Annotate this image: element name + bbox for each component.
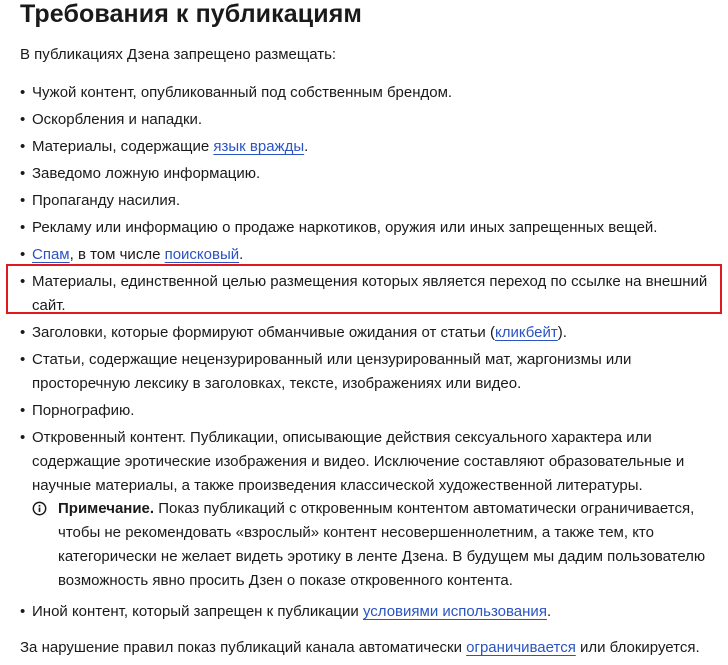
bullet: •	[20, 429, 26, 446]
bullet: •	[20, 324, 26, 341]
footer-text-end: или блокируется.	[575, 639, 700, 656]
prohibited-content-list	[0, 81, 728, 501]
bullet: •	[20, 165, 26, 182]
list-item-text: .	[304, 138, 309, 155]
list-item	[0, 81, 714, 105]
restriction-link[interactable]: ограничивается	[466, 639, 576, 656]
bullet: •	[20, 351, 26, 368]
list-item	[0, 216, 714, 240]
list-item-text: Пропаганду насилия.	[32, 192, 181, 209]
list-item-text: Откровенный контент. Публикации, описывающие действия сексуального характера или содержащие эротические изображения и видео. Исключение составляют образовательные и научные материалы, а также произведения классической художественной литературы.	[32, 429, 685, 494]
list-item-text: .	[239, 246, 244, 263]
clickbait-link[interactable]: кликбейт	[494, 324, 558, 341]
note-label: Примечание.	[58, 500, 155, 517]
list-item-text: Оскорбления и нападки.	[32, 111, 203, 128]
bullet: •	[20, 219, 26, 236]
note-text	[58, 497, 723, 593]
terms-of-use-link[interactable]: условиями использования	[362, 603, 547, 620]
list-item	[0, 243, 714, 267]
list-item-text: Заголовки, которые формируют обманчивые ожидания от статьи (	[32, 324, 495, 341]
list-item-text: ).	[557, 324, 567, 341]
list-item	[0, 348, 714, 396]
list-item-text: Чужой контент, опубликованный под собственным брендом.	[32, 84, 453, 101]
bullet: •	[20, 246, 26, 263]
spam-link[interactable]: Спам	[32, 246, 70, 263]
list-item-text: Материалы, единственной целью размещения которых является переход по ссылке на внешний сайт.	[32, 273, 708, 314]
footer-text	[20, 636, 700, 660]
bullet: •	[20, 84, 26, 101]
list-item	[0, 189, 714, 213]
list-item-text: Порнографию.	[32, 402, 135, 419]
intro-text: В публикациях Дзена запрещено размещать:	[20, 46, 337, 63]
bullet: •	[20, 603, 26, 620]
list-item-text: Статьи, содержащие нецензурированный или цензурированный мат, жаргонизмы или просторечную лексику в заголовках, тексте, изображениях или видео.	[32, 351, 632, 392]
list-item-text: Заведомо ложную информацию.	[32, 165, 261, 182]
list-item	[0, 600, 714, 624]
bullet: •	[20, 111, 26, 128]
list-item-text: , в том числе	[69, 246, 165, 263]
list-item	[0, 162, 714, 186]
list-item	[0, 108, 714, 132]
list-item	[0, 399, 714, 423]
list-item-text: Иной контент, который запрещен к публикации	[32, 603, 363, 620]
list-item	[0, 135, 714, 159]
prohibited-content-list-continued	[0, 600, 728, 627]
list-item	[0, 321, 714, 345]
list-item	[0, 426, 714, 498]
info-icon	[32, 501, 47, 516]
bullet: •	[20, 138, 26, 155]
note-body: Показ публикаций с откровенным контентом автоматически ограничивается, чтобы не рекомендовать «взрослый» контент несовершеннолетним, а также тем, кто категорически не желает видеть эротику в ленте Дзена. В будущем мы дадим пользователю возможность явно просить Дзен о показе откровенного контента.	[58, 500, 706, 589]
hate-speech-link[interactable]: язык вражды	[213, 138, 305, 155]
bullet: •	[20, 273, 26, 290]
search-spam-link[interactable]: поисковый	[164, 246, 240, 263]
bullet: •	[20, 192, 26, 209]
page-title: Требования к публикациям	[20, 0, 362, 28]
list-item-text: .	[546, 603, 552, 620]
list-item-text: Рекламу или информацию о продаже наркотиков, оружия или иных запрещенных вещей.	[32, 219, 658, 236]
list-item	[0, 270, 714, 318]
footer-text-start: За нарушение правил показ публикаций канала автоматически	[20, 639, 467, 656]
list-item-text: Материалы, содержащие	[32, 138, 214, 155]
bullet: •	[20, 402, 26, 419]
